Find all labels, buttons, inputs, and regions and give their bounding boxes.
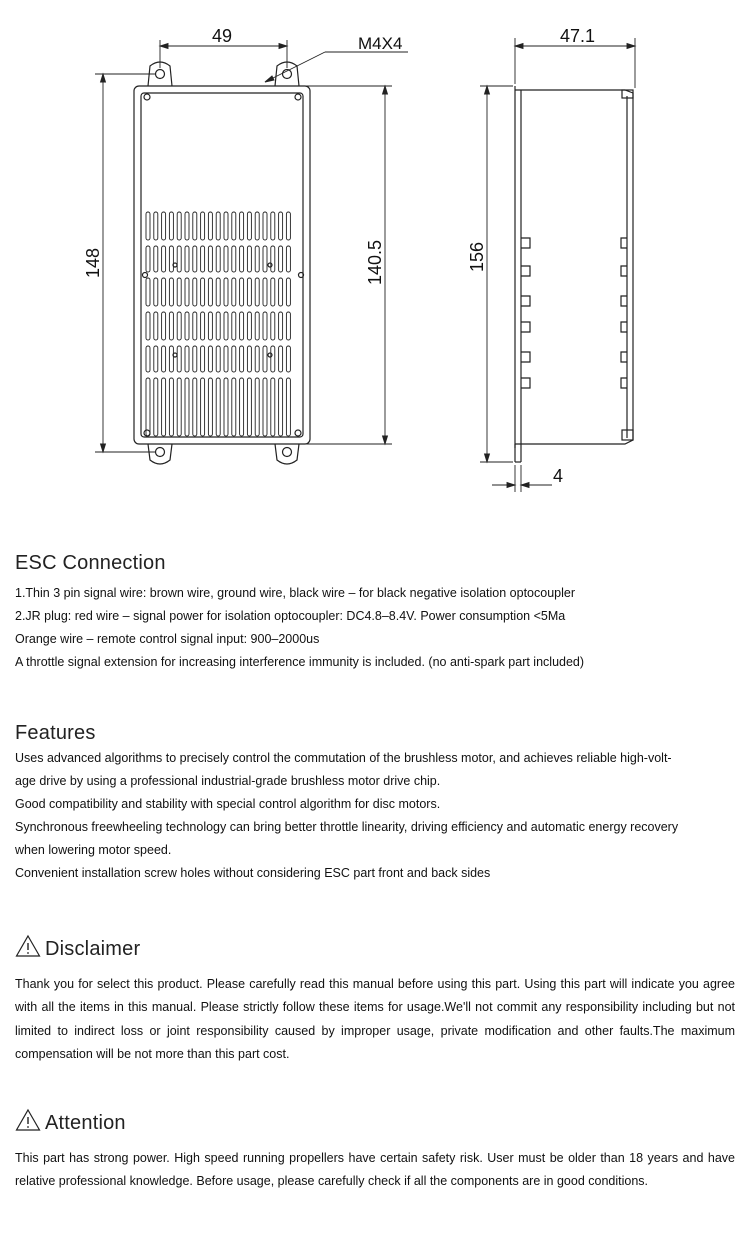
warning-triangle-icon	[15, 1108, 41, 1138]
feature-line-2: age drive by using a professional industrial-grade brushless motor drive chip.	[15, 774, 441, 788]
attention-text: This part has strong power. High speed running propellers have certain safety risk. User must be older than 18 years and have relative professional knowledge. Before usage, please carefully check if all the components are in good conditions.	[15, 1151, 735, 1189]
esc-line-4: A throttle signal extension for increasing interference immunity is included. (no anti-spark part included)	[15, 655, 585, 669]
side-view	[515, 86, 633, 462]
feature-line-4: Synchronous freewheeling technology can bring better throttle linearity, driving efficiency and automatic energy recovery	[15, 820, 679, 834]
front-view	[134, 62, 310, 464]
disclaimer-heading	[15, 934, 735, 964]
disclaimer-section	[15, 934, 735, 1066]
feature-line-5: when lowering motor speed.	[15, 843, 172, 857]
dim-hole-spacing: 49	[212, 26, 233, 46]
esc-connection-section	[15, 552, 735, 674]
features-title: Features	[15, 722, 96, 744]
attention-title: Attention	[45, 1112, 126, 1134]
dim-height-inner: 140.5	[365, 239, 385, 285]
feature-line-1: Uses advanced algorithms to precisely control the commutation of the brushless motor, and achieves reliable high-volt-	[15, 751, 672, 765]
attention-heading	[15, 1108, 735, 1138]
dim-height-outer: 148	[83, 247, 103, 278]
feature-line-6: Convenient installation screw holes without considering ESC part front and back sides	[15, 866, 491, 880]
disclaimer-title: Disclaimer	[45, 938, 141, 960]
disclaimer-text: Thank you for select this product. Please carefully read this manual before using this part. Using this part will indicate you agree with all the items in this manual. Please strictly follow these items for usage.We'll not commit any responsibility including but not limited to indirect loss or joint responsibility caused by improper usage, private modification and other faults.The maximum compensation will be not more than this part cost.	[15, 977, 735, 1061]
esc-line-2: 2.JR plug: red wire – signal power for isolation optocoupler: DC4.8–8.4V. Power consumption <5Ma	[15, 609, 566, 623]
dim-depth: 47.1	[560, 26, 596, 46]
dim-flange: 4	[553, 466, 564, 486]
attention-section	[15, 1108, 735, 1194]
features-section	[15, 722, 735, 885]
dimension-drawing	[0, 0, 750, 500]
esc-line-1: 1.Thin 3 pin signal wire: brown wire, ground wire, black wire – for black negative isolation optocoupler	[15, 586, 576, 600]
warning-triangle-icon	[15, 934, 41, 964]
feature-line-3: Good compatibility and stability with special control algorithm for disc motors.	[15, 797, 441, 811]
esc-connection-title: ESC Connection	[15, 552, 166, 574]
dim-side-height: 156	[467, 241, 487, 272]
dim-screw: M4X4	[358, 34, 403, 53]
esc-line-3: Orange wire – remote control signal input: 900–2000us	[15, 632, 320, 646]
